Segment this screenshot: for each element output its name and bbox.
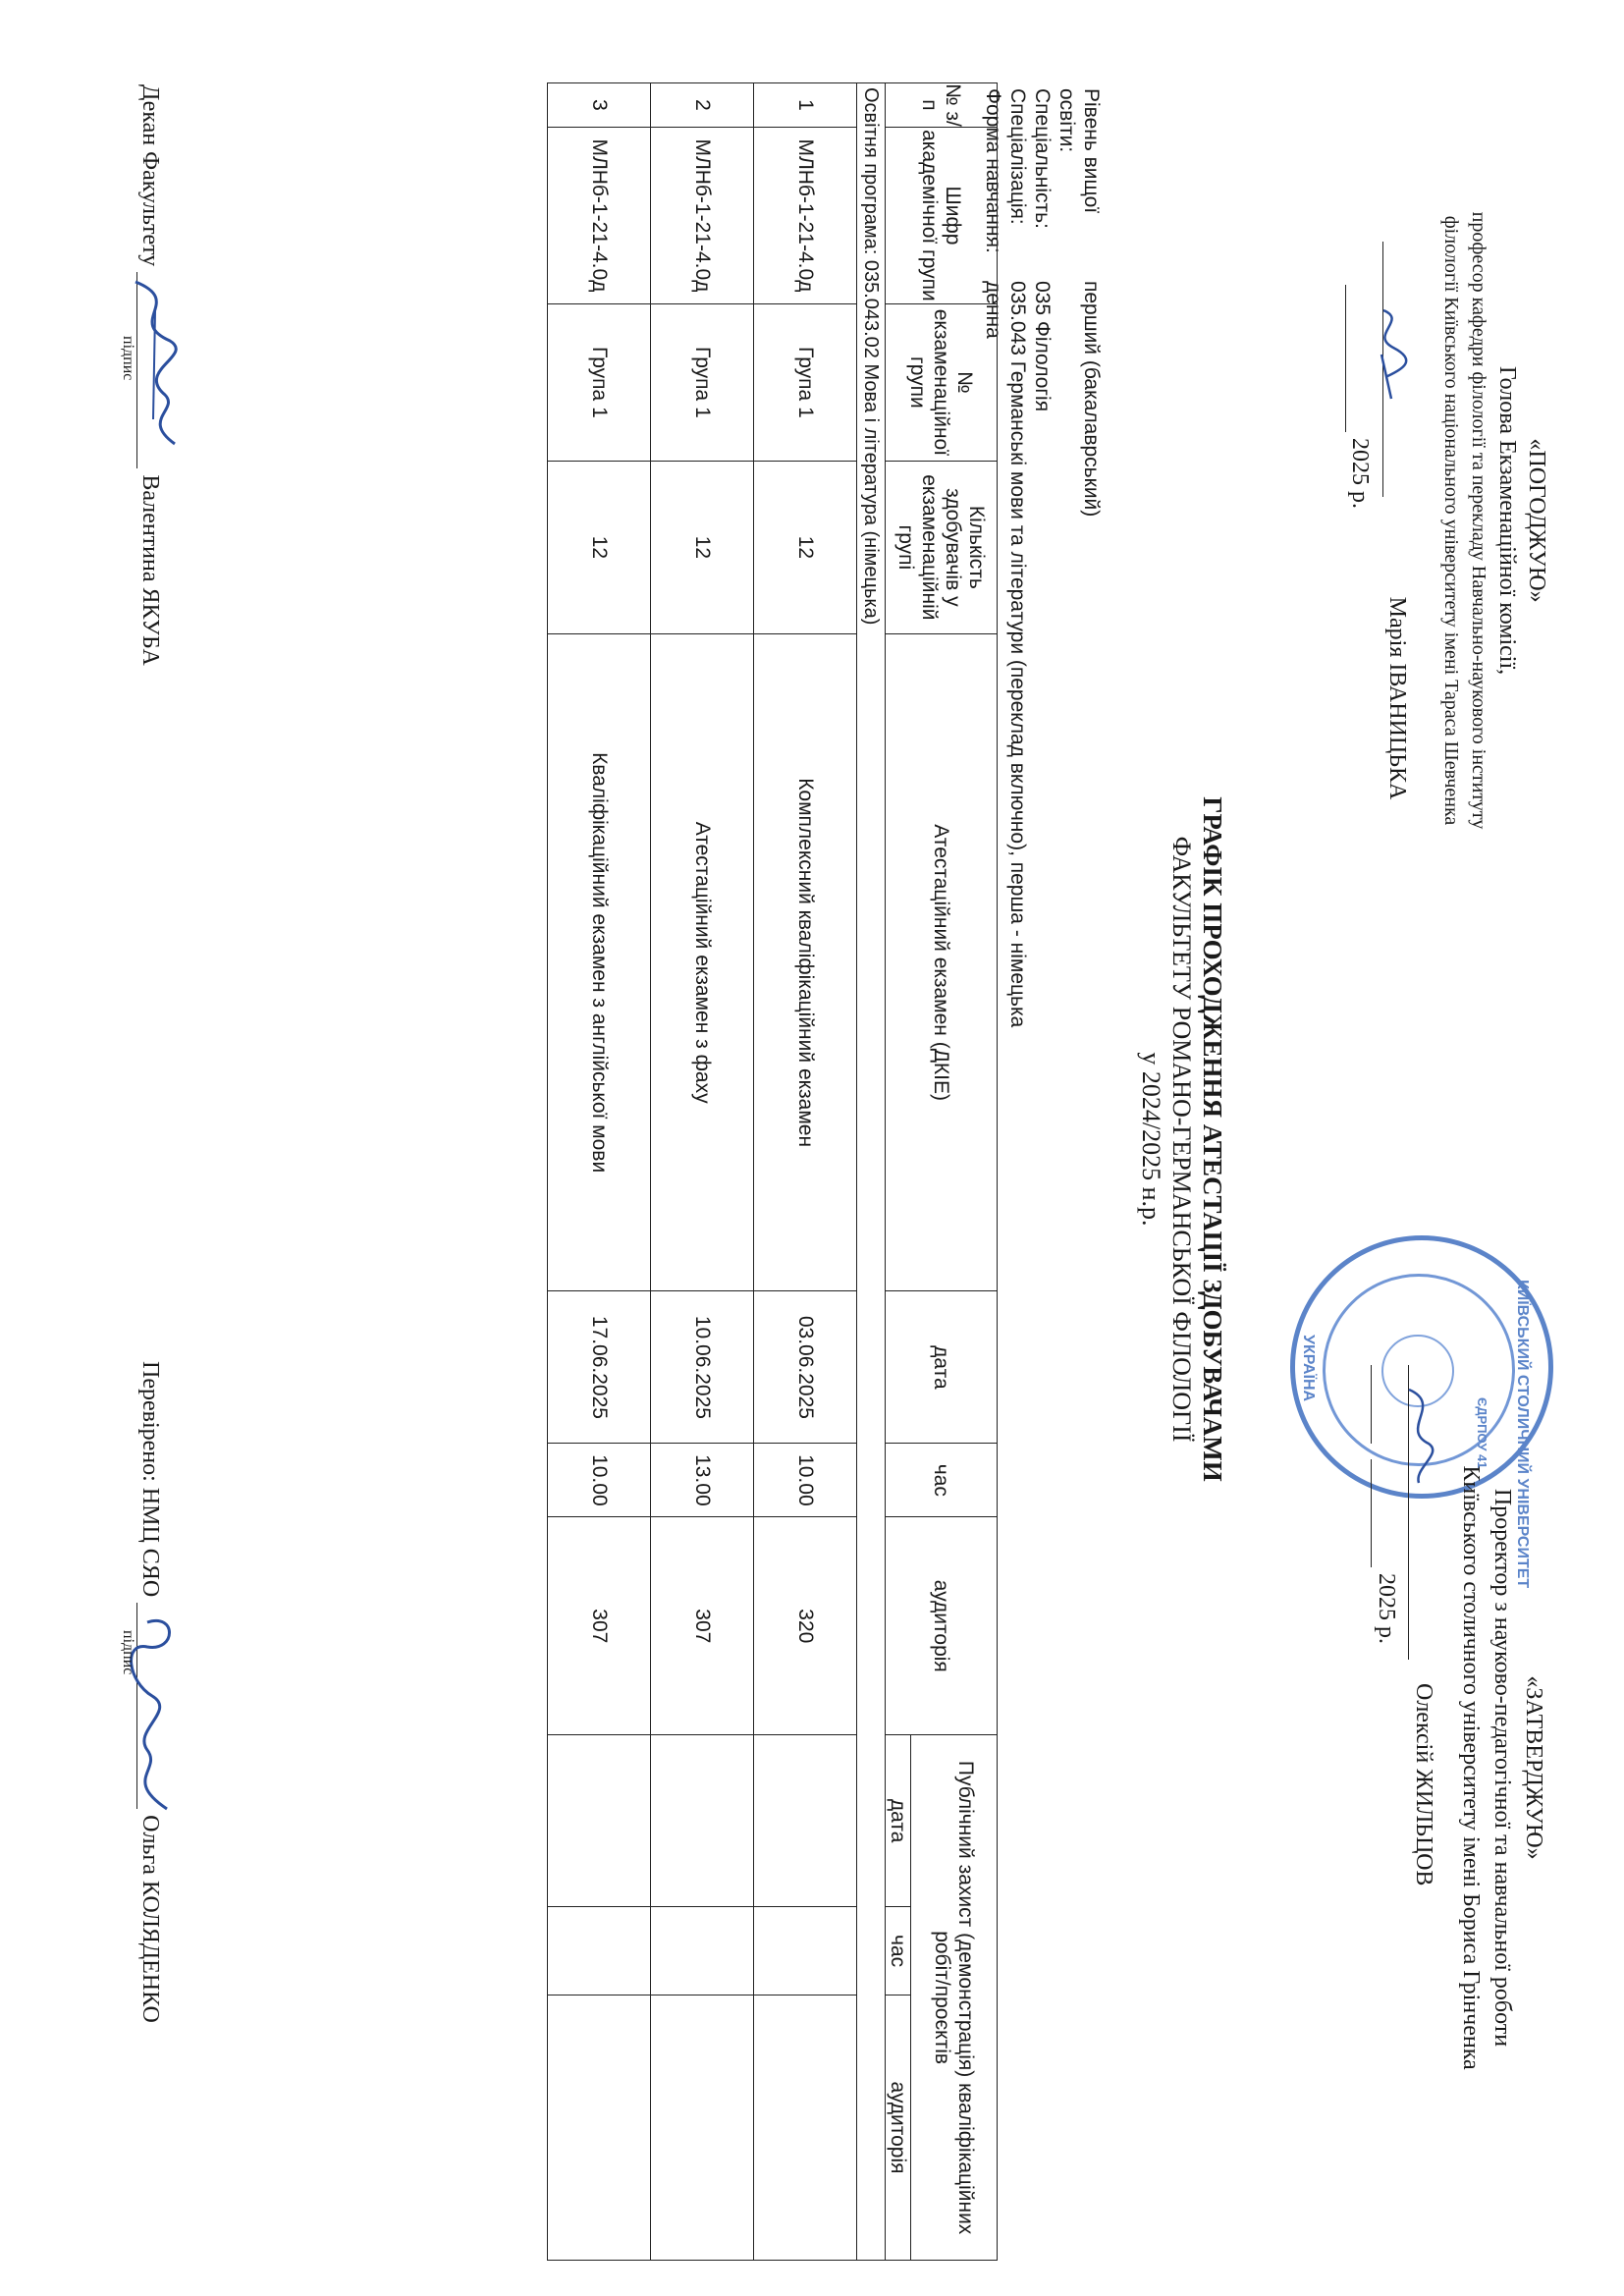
date-line	[1345, 285, 1346, 432]
header-student-count: Кількість здобувачів у екзаменаційній групі	[886, 461, 998, 633]
approval-date: 2025 р.	[1374, 1573, 1399, 1644]
dean-sign-caption: підпис	[120, 336, 136, 381]
approval-heading: «ПОГОДЖУЮ»	[1524, 438, 1549, 603]
document-title	[1136, 648, 1227, 1630]
checked-name: Ольга КОЛЯДЕНКО	[137, 1815, 163, 2023]
title-line-2: ФАКУЛЬТЕТУ РОМАНО-ГЕРМАНСЬКОЇ ФІЛОЛОГІЇ	[1167, 836, 1196, 1443]
table-row: 1 МЛНб-1-21-4.0д Група 1 12 Комплексний кваліфікаційний екзамен 03.06.2025 10.00 320	[754, 83, 857, 2261]
vice-rector-title: Проректор з науково-педагогічної та навчальної роботи	[1489, 1488, 1515, 2048]
university-name: Київського столичного університету імені Бориса Грінченка	[1458, 1465, 1484, 2070]
dean-name: Валентина ЯКУБА	[137, 474, 163, 666]
meta-row: Спеціальність: 035 Філологія	[1031, 88, 1054, 412]
attestation-schedule-table	[547, 82, 998, 2261]
header-group-code: Шифр академічної групи	[886, 127, 998, 303]
signature-line	[136, 272, 137, 468]
checked-signature-block	[136, 1361, 163, 2023]
date-line	[1371, 1365, 1372, 1444]
checked-sign-caption: підпис	[120, 1630, 136, 1675]
header-date: дата	[886, 1291, 998, 1444]
vice-rector-signature	[1389, 1375, 1448, 1493]
meta-row: Рівень вищої освіти: перший (бакалаврський)	[1056, 88, 1103, 518]
header-defense-time: час	[886, 1907, 911, 1995]
program-meta	[981, 88, 1104, 1027]
signature-line	[1408, 1365, 1409, 1660]
dean-signature-block	[136, 84, 163, 666]
title-line-3: у 2024/2025 н.р.	[1137, 1052, 1165, 1227]
table-row: 2 МЛНб-1-21-4.0д Група 1 12 Атестаційний екзамен з фаху 10.06.2025 13.00 307	[651, 83, 754, 2261]
program-row: Освітня програма: 035.043.02 Мова і література (німецька)	[857, 83, 886, 2261]
checked-label: Перевірено: НМЦ СЯО	[137, 1361, 163, 1598]
signature-line	[1382, 242, 1383, 497]
header-defense-date: дата	[886, 1735, 911, 1907]
approval-date: 2025 р.	[1347, 438, 1373, 509]
official-stamp: КИЇВСЬКИЙ СТОЛИЧНИЙ УНІВЕРСИТЕТ УКРАЇНА ЄДРПОУ 41	[1290, 1235, 1553, 1499]
vice-rector-name: Олексій ЖИЛЬЦОВ	[1411, 1683, 1436, 1886]
header-exam: Атестаційний екзамен (ДКІЕ)	[886, 633, 998, 1291]
approval-block-agreed	[1345, 118, 1551, 923]
meta-row: Спеціалізація: 035.043 Германські мови та літератури (переклад включно), перша - німецька	[1006, 88, 1029, 1028]
header-time: час	[886, 1444, 998, 1517]
commission-chair-title: Голова Екзаменаційної комісії,	[1494, 365, 1520, 676]
table-row: 3 МЛНб-1-21-4.0д Група 1 12 Кваліфікаційний екзамен з англійської мови 17.06.2025 10.00 307	[548, 83, 651, 2261]
title-line-1: ГРАФІК ПРОХОДЖЕННЯ АТЕСТАЦІЇ ЗДОБУВАЧАМИ	[1198, 796, 1227, 1482]
header-defense-room: аудиторія	[886, 1995, 911, 2261]
approval-heading: «ЗАТВЕРДЖУЮ»	[1521, 1675, 1546, 1860]
header-room: аудиторія	[886, 1517, 998, 1735]
dean-label: Декан Факультету	[137, 84, 163, 267]
chair-position-line: професор кафедри філології та перекладу Навчально-наукового інституту	[1468, 211, 1489, 830]
chair-signature	[1364, 301, 1413, 418]
approval-block-approved	[1371, 1326, 1549, 2210]
header-number: № з/п	[886, 83, 998, 128]
chair-name: Марія ІВАНИЦЬКА	[1384, 596, 1410, 800]
header-public-defense: Публічний захист (демонстрація) кваліфікаційних робіт/проєктів	[911, 1735, 998, 2261]
signature-line	[136, 1603, 137, 1809]
header-exam-group: № екзаменаційної групи	[886, 303, 998, 461]
chair-institution-line: філології Київського національного університету імені Тараса Шевченка	[1440, 215, 1462, 826]
meta-row: Форма навчання: денна	[982, 88, 1004, 339]
